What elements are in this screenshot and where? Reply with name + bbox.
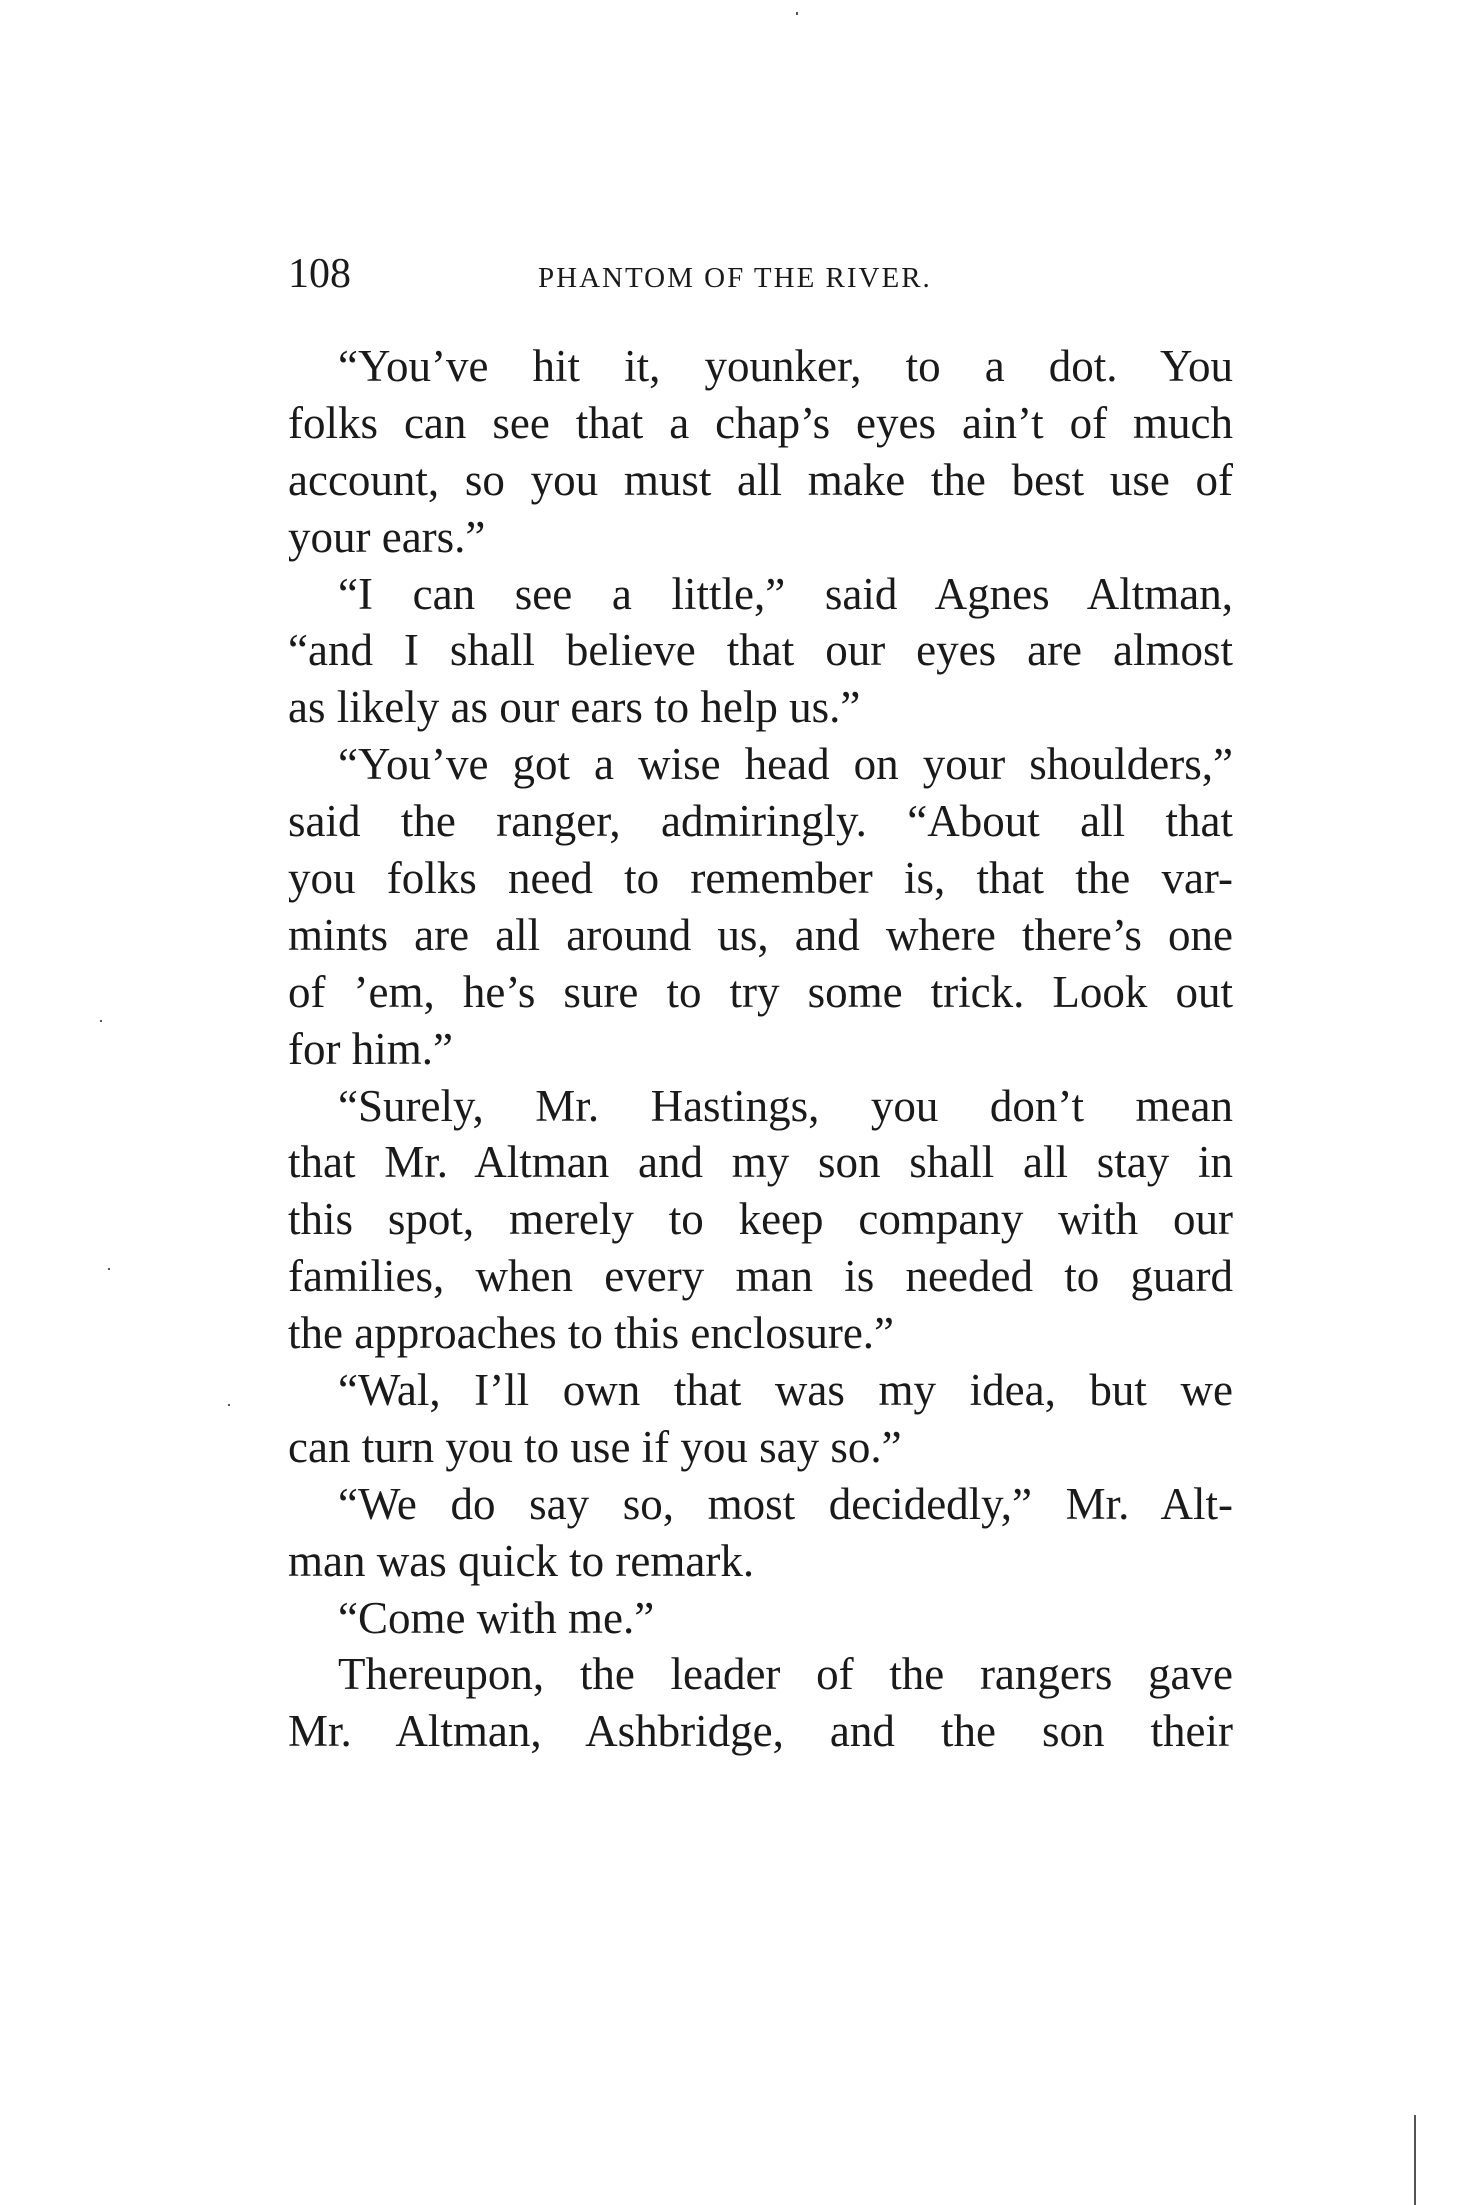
text-line: you folks need to remember is, that the var- [288,853,1233,904]
text-line: “and I shall believe that our eyes are almost [288,625,1233,676]
scan-speck [796,12,798,15]
text-line: “You’ve hit it, younker, to a dot. You [338,341,1233,391]
text-line: “You’ve got a wise head on your shoulders,” [338,739,1233,790]
text-line: man was quick to remark. [288,1535,755,1586]
text-line: for him.” [288,1023,453,1074]
text-line: your ears.” [288,511,486,562]
page-header [288,248,1228,308]
text-line: this spot, merely to keep company with our [288,1194,1233,1245]
scan-speck [100,1020,102,1022]
text-line: Mr. Altman, Ashbridge, and the son their [288,1706,1233,1757]
text-line: Thereupon, the leader of the rangers gave [338,1649,1233,1700]
text-line: “I can see a little,” said Agnes Altman, [338,568,1233,619]
text-line: “Wal, I’ll own that was my idea, but we [338,1365,1233,1416]
running-title: PHANTOM OF THE RIVER. [538,262,932,294]
body-text [288,338,1233,1760]
text-line: account, so you must all make the best use of [288,454,1233,505]
text-line: folks can see that a chap’s eyes ain’t of much [288,397,1233,448]
text-line: said the ranger, admiringly. “About all that [288,796,1233,847]
page-number: 108 [288,251,351,297]
scan-speck [228,1404,230,1406]
page-edge-line [1414,2115,1416,2205]
text-line: that Mr. Altman and my son shall all stay in [288,1137,1233,1188]
text-line: as likely as our ears to help us.” [288,682,861,733]
text-line: “Surely, Mr. Hastings, you don’t mean [338,1080,1233,1131]
text-line: the approaches to this enclosure.” [288,1308,895,1359]
text-line: “We do say so, most decidedly,” Mr. Alt- [338,1478,1233,1529]
text-line: families, when every man is needed to guard [288,1251,1233,1302]
text-line: mints are all around us, and where there’s one [288,909,1233,960]
scan-speck [108,1268,110,1270]
text-line: “Come with me.” [338,1592,655,1643]
text-line: of ’em, he’s sure to try some trick. Look out [288,966,1233,1017]
text-line: can turn you to use if you say so.” [288,1421,902,1472]
